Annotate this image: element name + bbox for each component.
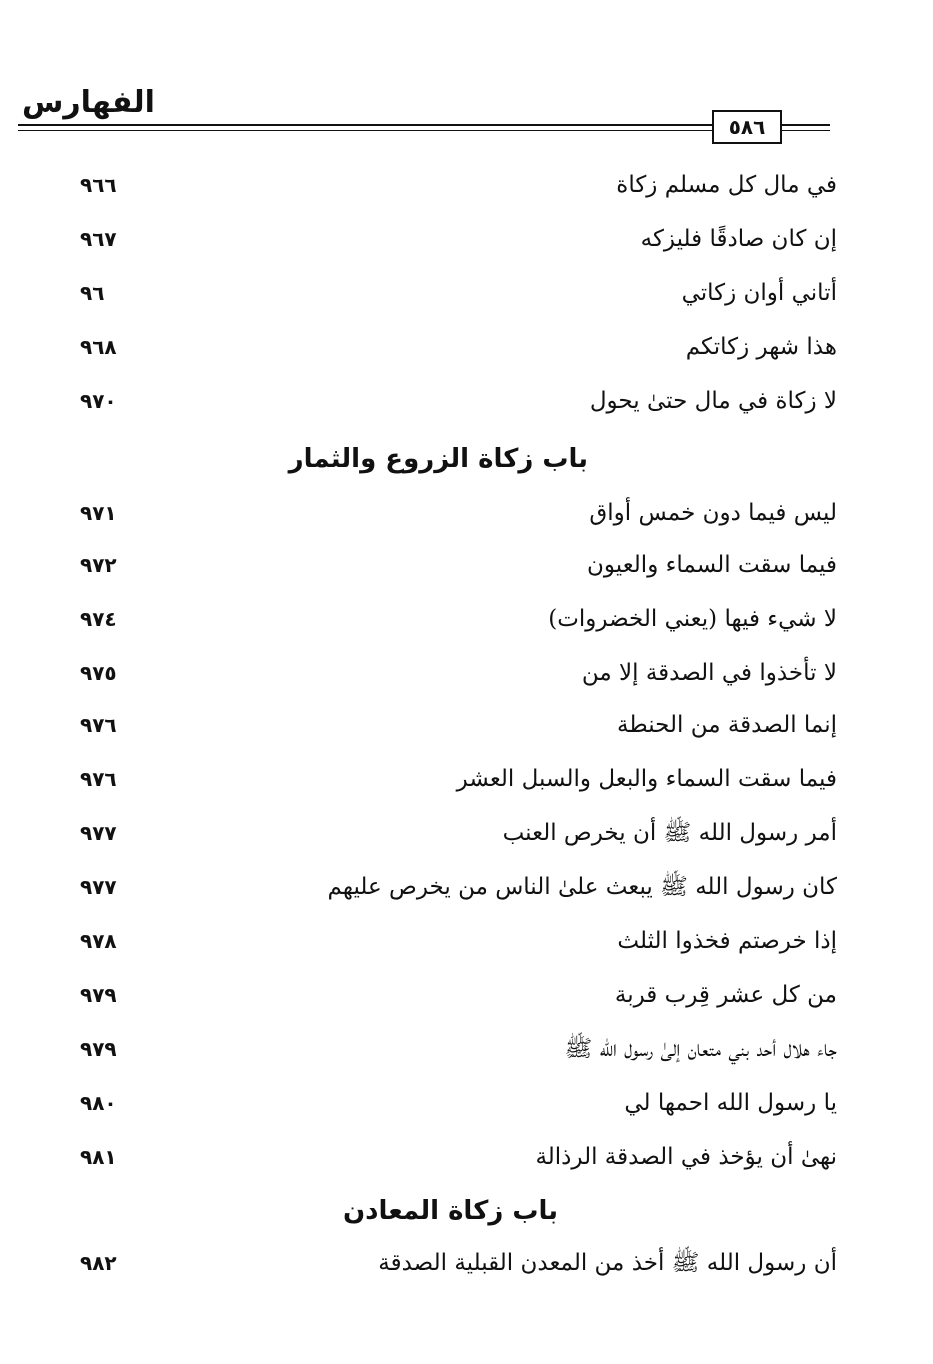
index-entry	[0, 808, 933, 858]
entry-text: نهىٰ أن يؤخذ في الصدقة الرذالة	[535, 1144, 837, 1170]
index-entry	[0, 1238, 933, 1288]
entry-text: في مال كل مسلم زكاة	[616, 172, 837, 198]
index-entry	[0, 700, 933, 750]
index-entry	[0, 1132, 933, 1182]
entry-page-number: ٩٧٩	[80, 1037, 117, 1061]
entry-text: إن كان صادقًا فليزكه	[640, 226, 837, 252]
entry-text: من كل عشر قِرب قربة	[614, 982, 837, 1008]
index-entry	[0, 594, 933, 644]
entry-page-number: ٩٧٩	[80, 983, 117, 1007]
index-entry	[0, 862, 933, 912]
entry-text: أن رسول الله ﷺ أخذ من المعدن القبلية الصدقة	[378, 1250, 837, 1276]
entry-page-number: ٩٨٠	[80, 1091, 117, 1115]
entry-page-number: ٩٦٧	[80, 227, 117, 251]
entry-page-number: ٩٧٧	[80, 875, 117, 899]
entry-text: لا شيء فيها (يعني الخضروات)	[548, 606, 837, 632]
section-title: باب زكاة المعادن	[342, 1196, 558, 1226]
section-heading	[0, 434, 933, 484]
index-entry	[0, 160, 933, 210]
entry-text: إنما الصدقة من الحنطة	[617, 712, 837, 738]
header-title: الفهارس	[22, 85, 155, 120]
index-entry	[0, 214, 933, 264]
index-entry	[0, 916, 933, 966]
entry-text: كان رسول الله ﷺ يبعث علىٰ الناس من يخرص عليهم	[327, 874, 837, 900]
entry-text: يا رسول الله احمها لي	[624, 1090, 837, 1116]
entry-page-number: ٩٨١	[80, 1145, 117, 1169]
index-entry	[0, 268, 933, 318]
entry-text: فيما سقت السماء والبعل والسبل العشر	[456, 766, 837, 792]
entry-page-number: ٩٧٥	[80, 661, 117, 685]
index-entry	[0, 376, 933, 426]
entry-page-number: ٩٧٦	[80, 767, 117, 791]
index-entry	[0, 970, 933, 1020]
entry-text: أتاني أوان زكاتي	[681, 280, 837, 306]
entry-text: فيما سقت السماء والعيون	[586, 552, 837, 578]
entry-page-number: ٩٨٢	[80, 1251, 117, 1275]
entry-page-number: ٩٧١	[80, 501, 117, 525]
index-entry	[0, 488, 933, 538]
entry-page-number: ٩٦	[80, 281, 105, 305]
index-entry	[0, 754, 933, 804]
entry-text: ليس فيما دون خمس أواق	[589, 500, 837, 526]
entry-text: إذا خرصتم فخذوا الثلث	[617, 928, 837, 954]
entry-text: لا تأخذوا في الصدقة إلا من	[581, 660, 837, 686]
index-entry	[0, 1078, 933, 1128]
entry-page-number: ٩٧٨	[80, 929, 117, 953]
entry-text: جاء هلال أحد بني متعان إلىٰ رسول الله ﷺ	[564, 1036, 837, 1062]
entry-page-number: ٩٧٧	[80, 821, 117, 845]
entry-page-number: ٩٧٤	[80, 607, 117, 631]
index-entry	[0, 648, 933, 698]
entry-page-number: ٩٦٦	[80, 173, 117, 197]
page-number: ٥٨٦	[728, 115, 766, 139]
section-title: باب زكاة الزروع والثمار	[288, 444, 588, 474]
entry-page-number: ٩٧٦	[80, 713, 117, 737]
entry-text: هذا شهر زكاتكم	[685, 334, 837, 360]
entry-text: لا زكاة في مال حتىٰ يحول	[589, 388, 837, 414]
entry-text: أمر رسول الله ﷺ أن يخرص العنب	[502, 820, 837, 846]
section-heading	[0, 1186, 933, 1236]
index-entry	[0, 540, 933, 590]
entry-page-number: ٩٧٢	[80, 553, 117, 577]
entry-page-number: ٩٧٠	[80, 389, 117, 413]
index-entry	[0, 322, 933, 372]
entry-page-number: ٩٦٨	[80, 335, 117, 359]
index-entry	[0, 1024, 933, 1074]
